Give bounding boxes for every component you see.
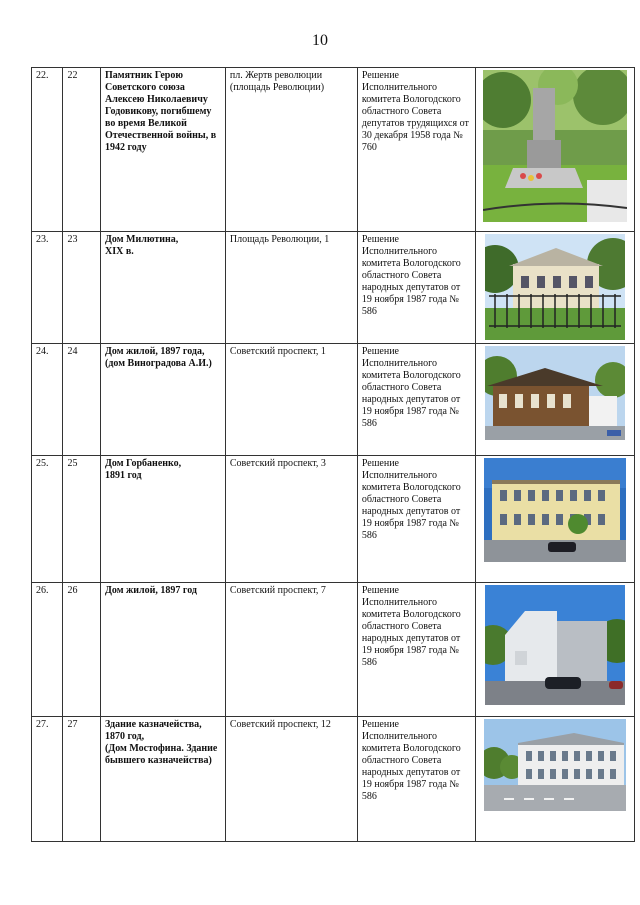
object-address: Советский проспект, 1 [225,344,357,456]
row-index: 26. [32,583,63,717]
object-name: Дом Горбаненко, 1891 год [101,456,226,583]
object-address: Советский проспект, 12 [225,717,357,842]
registry-number: 27 [63,717,101,842]
building-photo-icon [484,458,626,562]
page-number: 10 [312,32,328,49]
monument-photo-icon [483,70,627,222]
object-address: пл. Жертв революции (площадь Революции) [225,68,357,232]
row-index: 22. [32,68,63,232]
row-index: 27. [32,717,63,842]
registry-number: 26 [63,583,101,717]
object-address: Советский проспект, 7 [225,583,357,717]
registry-number: 22 [63,68,101,232]
table-row [32,344,635,456]
building-photo-icon [485,234,625,340]
table-row [32,456,635,583]
registry-number: 24 [63,344,101,456]
object-name: Дом Милютина, XIX в. [101,232,226,344]
object-address: Советский проспект, 3 [225,456,357,583]
photo-cell [475,717,634,842]
table-row [32,232,635,344]
photo-cell [475,232,634,344]
legal-document: Решение Исполнительного комитета Вологодского областного Совета народных депутатов от 19 ноября 1987 года № 586 [357,456,475,583]
heritage-registry-table [31,67,635,842]
photo-cell [475,456,634,583]
building-photo-icon [485,585,625,705]
object-name: Памятник Герою Советского союза Алексею Николаевичу Годовикову, погибшему во время Великой Отечественной войны, в 1942 году [101,68,226,232]
registry-number: 23 [63,232,101,344]
photo-cell [475,344,634,456]
object-name: Дом жилой, 1897 год [101,583,226,717]
object-address: Площадь Революции, 1 [225,232,357,344]
legal-document: Решение Исполнительного комитета Вологодского областного Совета депутатов трудящихся от 30 декабря 1958 года № 760 [357,68,475,232]
legal-document: Решение Исполнительного комитета Вологодского областного Совета народных депутатов от 19 ноября 1987 года № 586 [357,344,475,456]
row-index: 23. [32,232,63,344]
registry-number: 25 [63,456,101,583]
object-name: Здание казначейства, 1870 год, (Дом Мостофина. Здание бывшего казначейства) [101,717,226,842]
legal-document: Решение Исполнительного комитета Вологодского областного Совета народных депутатов от 19 ноября 1987 года № 586 [357,583,475,717]
building-photo-icon [484,719,626,811]
object-name: Дом жилой, 1897 года, (дом Виноградова А.И.) [101,344,226,456]
table-row [32,717,635,842]
photo-cell [475,583,634,717]
table-row [32,583,635,717]
legal-document: Решение Исполнительного комитета Вологодского областного Совета народных депутатов от 19 ноября 1987 года № 586 [357,232,475,344]
legal-document: Решение Исполнительного комитета Вологодского областного Совета народных депутатов от 19 ноября 1987 года № 586 [357,717,475,842]
table-row [32,68,635,232]
photo-cell [475,68,634,232]
building-photo-icon [485,346,625,440]
row-index: 24. [32,344,63,456]
row-index: 25. [32,456,63,583]
